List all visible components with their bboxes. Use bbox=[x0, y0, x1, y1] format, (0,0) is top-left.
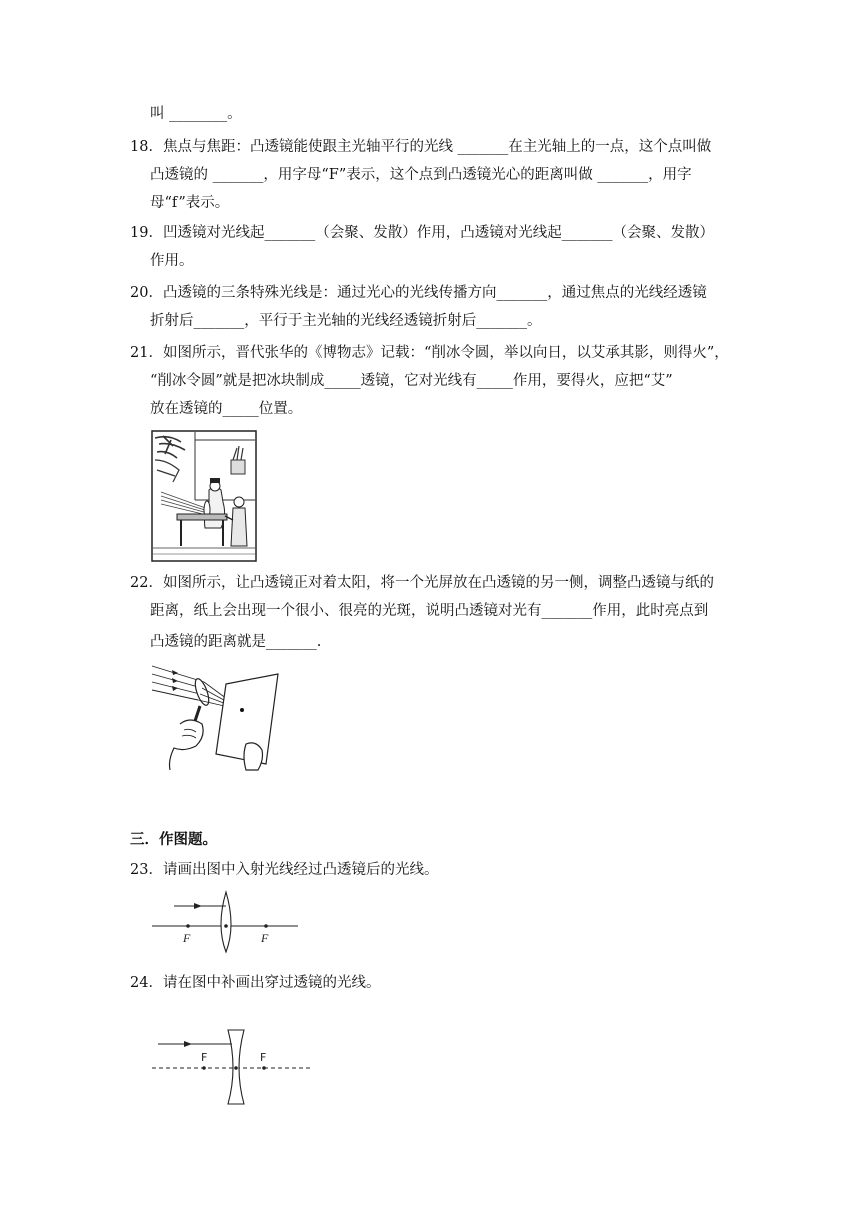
q22-line-2: 距离，纸上会出现一个很小、很亮的光斑，说明凸透镜对光有_______作用，此时亮点到 bbox=[150, 603, 709, 619]
q19-line-1 bbox=[130, 223, 714, 243]
q21-line-3: 放在透镜的_____位置。 bbox=[150, 401, 303, 417]
q23-line-1 bbox=[130, 860, 438, 880]
q23-text: 请画出图中入射光线经过凸透镜后的光线。 bbox=[162, 862, 439, 878]
q24-text: 请在图中补画出穿过透镜的光线。 bbox=[162, 975, 381, 991]
q21-line-1 bbox=[130, 343, 729, 363]
q20-text-1: 凸透镜的三条特殊光线是：通过光心的光线传播方向_______，通过焦点的光线经透镜 bbox=[162, 285, 707, 301]
q21-line-2: “削冰令圆”就是把冰块制成_____透镜，它对光线有_____作用，要得火，应把“艾” bbox=[150, 373, 673, 389]
q22-line-1 bbox=[130, 573, 714, 593]
concave-focus-label-right: F bbox=[260, 1051, 267, 1064]
q19-number: 19． bbox=[130, 225, 163, 241]
q18-line-1 bbox=[130, 137, 711, 157]
q19-text-1: 凹透镜对光线起_______（会聚、发散）作用，凸透镜对光线起_______（会聚、发散） bbox=[162, 225, 714, 241]
q18-line-3: 母“f”表示。 bbox=[150, 195, 230, 211]
q20-line-1 bbox=[130, 283, 707, 303]
q24-line-1 bbox=[130, 973, 380, 993]
q20-line-2: 折射后_______，平行于主光轴的光线经透镜折射后_______。 bbox=[150, 313, 542, 329]
q24-number: 24． bbox=[130, 975, 163, 991]
ice-lens-illustration bbox=[151, 430, 257, 562]
section-3-title: 三．作图题。 bbox=[130, 832, 217, 848]
q21-text-1: 如图所示，晋代张华的《博物志》记载：“削冰令圆，举以向日，以艾承其影，则得火”， bbox=[162, 345, 729, 361]
q23-number: 23． bbox=[130, 862, 163, 878]
convex-focus-label-right: F bbox=[261, 931, 269, 945]
q22-number: 22． bbox=[130, 575, 163, 591]
concave-lens-diagram bbox=[150, 1028, 316, 1106]
q18-number: 18． bbox=[130, 139, 163, 155]
q18-text-1: 焦点与焦距：凸透镜能使跟主光轴平行的光线 _______在主光轴上的一点，这个点叫做 bbox=[162, 139, 712, 155]
concave-focus-label-left: F bbox=[201, 1051, 208, 1064]
q17-tail: 叫 ________。 bbox=[150, 106, 242, 122]
q22-text-1: 如图所示，让凸透镜正对着太阳，将一个光屏放在凸透镜的另一侧，调整凸透镜与纸的 bbox=[162, 575, 714, 591]
q22-line-3: 凸透镜的距离就是_______. bbox=[150, 634, 322, 650]
lens-focus-illustration bbox=[150, 660, 280, 772]
convex-lens-diagram bbox=[150, 890, 302, 954]
convex-focus-label-left: F bbox=[183, 931, 191, 945]
q20-number: 20． bbox=[130, 285, 163, 301]
q21-number: 21． bbox=[130, 345, 163, 361]
q18-line-2: 凸透镜的 _______，用字母“F”表示，这个点到凸透镜光心的距离叫做 _______，用字 bbox=[150, 167, 692, 183]
q19-line-2: 作用。 bbox=[150, 253, 194, 269]
